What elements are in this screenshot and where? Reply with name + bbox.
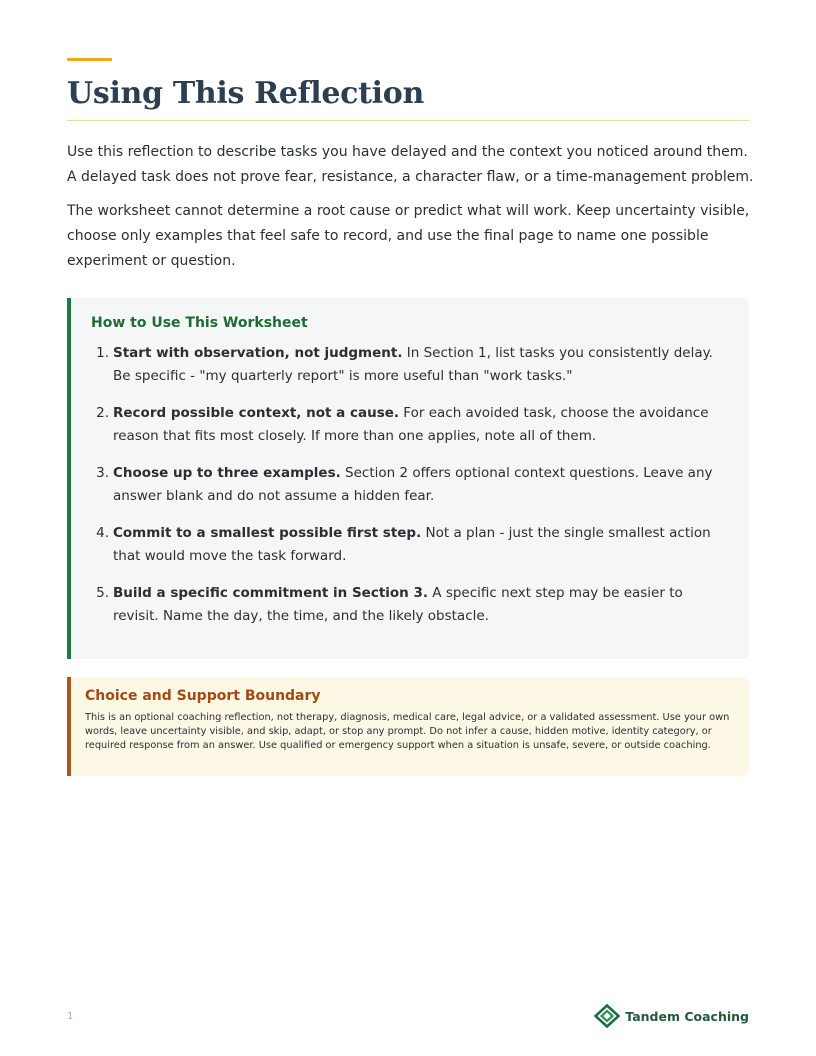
- step-item: [91, 582, 731, 628]
- step-item: [91, 522, 731, 568]
- boundary-text: This is an optional coaching reflection, not therapy, diagnosis, medical care, legal advice, or a validated assessment. Use your own words, leave uncertainty visible, and skip, adapt, or stop any prompt. Do not infer a cause, hidden motive, identity category, or required response from an answer. Use qualified or emergency support when a situation is unsafe, severe, or outside coaching.: [85, 712, 730, 751]
- title-accent-bar: [67, 58, 112, 61]
- support-boundary-callout: [67, 677, 749, 776]
- step-item: [91, 342, 731, 388]
- step-text: Not a plan - just the single smallest action that would move the task forward.: [113, 525, 711, 564]
- step-text: For each avoided task, choose the avoidance reason that fits most closely. If more than one applies, note all of them.: [113, 405, 709, 444]
- intro-paragraph: The worksheet cannot determine a root cause or predict what will work. Keep uncertainty visible, choose only examples that feel safe to record, and use the final page to name one possible experiment or question.: [67, 203, 750, 269]
- step-text: In Section 1, list tasks you consistently delay. Be specific - "my quarterly report" is more useful than "work tasks.": [113, 345, 713, 384]
- step-heading: Commit to a smallest possible first step.: [113, 525, 422, 541]
- step-number: 2.: [96, 405, 109, 421]
- step-item: [91, 402, 731, 448]
- step-heading: Choose up to three examples.: [113, 465, 341, 481]
- boundary-title: Choice and Support Boundary: [85, 688, 321, 704]
- step-text: A specific next step may be easier to revisit. Name the day, the time, and the likely obstacle.: [113, 585, 683, 624]
- how-to-title: How to Use This Worksheet: [91, 315, 308, 331]
- brand-logo: [594, 1004, 749, 1028]
- step-text: Section 2 offers optional context questions. Leave any answer blank and do not assume a hidden fear.: [113, 465, 713, 504]
- page-title: Using This Reflection: [67, 76, 424, 111]
- intro-section: [67, 140, 757, 283]
- step-number: 4.: [96, 525, 109, 541]
- steps-list: [91, 342, 731, 642]
- step-number: 5.: [96, 585, 109, 601]
- step-number: 3.: [96, 465, 109, 481]
- how-to-callout: [67, 298, 749, 659]
- brand-name: Tandem Coaching: [625, 1008, 749, 1024]
- step-heading: Start with observation, not judgment.: [113, 345, 403, 361]
- step-heading: Record possible context, not a cause.: [113, 405, 400, 421]
- step-number: 1.: [96, 345, 109, 361]
- step-item: [91, 462, 731, 508]
- page-number: 1: [67, 1011, 74, 1022]
- step-heading: Build a specific commitment in Section 3.: [113, 585, 429, 601]
- title-divider: [67, 120, 749, 121]
- diamond-logo-icon: [594, 1004, 620, 1028]
- intro-paragraph: Use this reflection to describe tasks you have delayed and the context you noticed around them. A delayed task does not prove fear, resistance, a character flaw, or a time-management problem.: [67, 144, 754, 185]
